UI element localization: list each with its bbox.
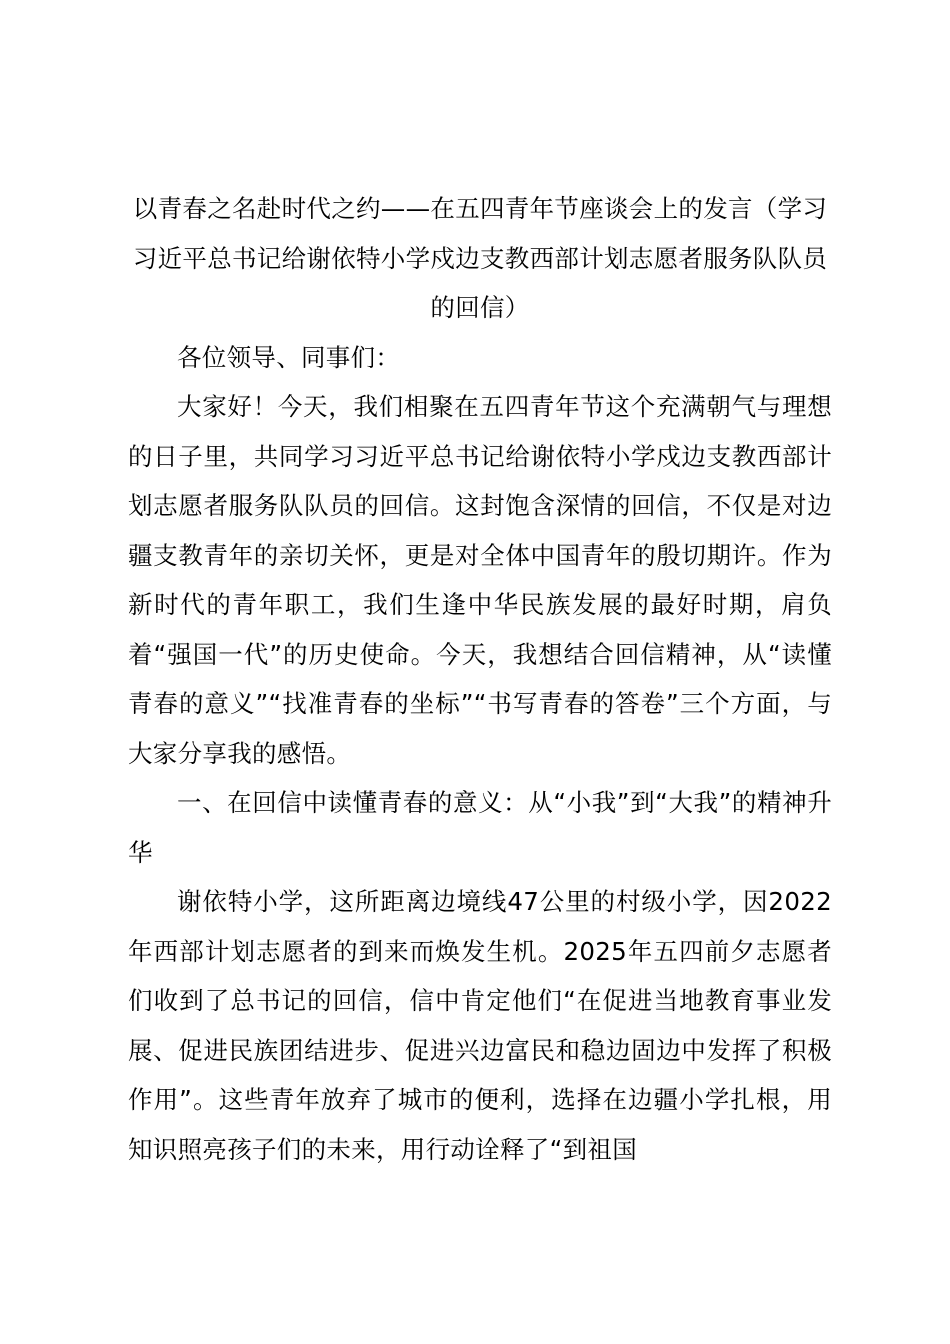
paragraph-opening: 大家好！今天，我们相聚在五四青年节这个充满朝气与理想的日子里，共同学习习近平总书记给谢依特小学戍边支教西部计划志愿者服务队队员的回信。这封饱含深情的回信，不仅是对边疆支教青年的亲切关怀，更是对全体中国青年的殷切期许。作为新时代的青年职工，我们生逢中华民族发展的最好时期，肩负着“强国一代”的历史使命。今天，我想结合回信精神，从“读懂青春的意义”“找准青春的坐标”“书写青春的答卷”三个方面，与大家分享我的感悟。 [128, 392, 832, 768]
document-body [128, 184, 832, 1174]
document-title: 以青春之名赴时代之约——在五四青年节座谈会上的发言（学习习近平总书记给谢依特小学戍边支教西部计划志愿者服务队队员的回信） [132, 194, 828, 322]
salutation: 各位领导、同事们： [177, 342, 401, 372]
paragraph-section-1: 谢依特小学，这所距离边境线47公里的村级小学，因2022年西部计划志愿者的到来而焕发生机。2025年五四前夕志愿者们收到了总书记的回信，信中肯定他们“在促进当地教育事业发展、促进民族团结进步、促进兴边富民和稳边固边中发挥了积极作用”。这些青年放弃了城市的便利，选择在边疆小学扎根，用知识照亮孩子们的未来，用行动诠释了“到祖国 [128, 887, 832, 1164]
section-heading-1: 一、在回信中读懂青春的意义：从“小我”到“大我”的精神升华 [128, 788, 832, 867]
